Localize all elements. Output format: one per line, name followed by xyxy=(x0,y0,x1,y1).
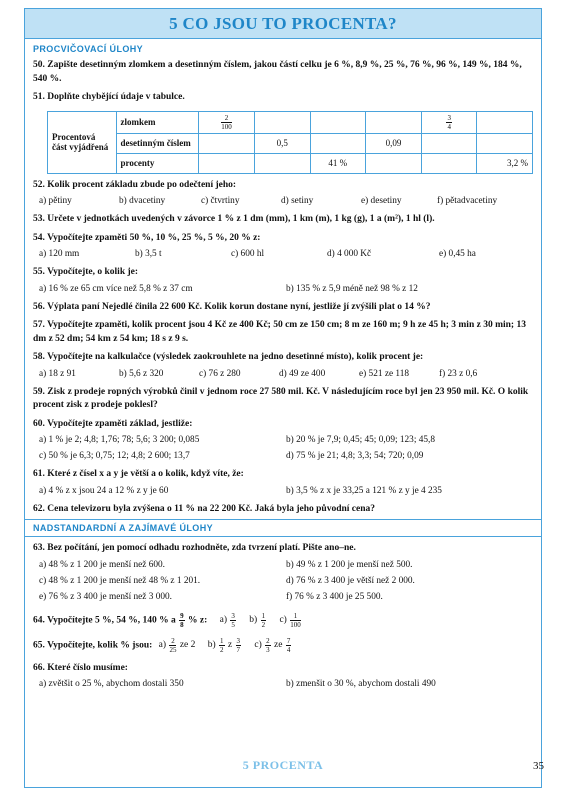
task-61-options: a) 4 % z x jsou 24 a 12 % z y je 60 b) 3,5 % z x je 33,25 a 121 % z y je 4 235 xyxy=(39,485,442,496)
task-56: 56. Výplata paní Nejedlé činila 22 600 Kč. Kolik korun dostane nyní, jestliže jí zvýšili plat o 14 %? xyxy=(33,301,431,312)
table-cell: 3,2 % xyxy=(477,153,533,173)
section-heading-advanced: NADSTANDARDNÍ A ZAJÍMAVÉ ÚLOHY xyxy=(33,523,213,533)
task-66: 66. Které číslo musíme: xyxy=(33,662,128,673)
fraction: $\frac{2}{100}$ xyxy=(221,113,232,131)
table-cell xyxy=(477,111,533,133)
task-53: 53. Určete v jednotkách uvedených v závorce 1 % z 1 dm (mm), 1 km (m), 1 kg (g), 1 a (m²), 1 hl (l). xyxy=(33,214,435,224)
table-cell xyxy=(199,133,255,153)
task-66-options: a) zvětšit o 25 %, abychom dostali 350 b) zmenšit o 30 %, abychom dostali 490 xyxy=(39,679,436,689)
task-61: 61. Které z čísel x a y je větší a o kolik, když víte, že: xyxy=(33,469,244,479)
fraction: $\frac{3}{4}$ xyxy=(447,113,451,131)
table-cell xyxy=(310,111,365,133)
table-cell xyxy=(254,111,310,133)
task-63-options: e) 76 % z 3 400 je menší než 3 000. f) 76 % z 3 400 je 25 500. xyxy=(39,591,383,602)
table-label-fraction: zlomkem xyxy=(116,111,199,133)
task-57: 57. Vypočítejte zpaměti, kolik procent jsou 4 Kč ze 400 Kč; 50 cm ze 150 cm; 8 m ze 160 m; 9 h ze 45 h; 3 min z 30 min; 13 dm z 52 dm; 54 km z 54 km; 18 s z 9 s. xyxy=(33,320,526,344)
page-frame xyxy=(24,8,542,788)
table-cell xyxy=(199,111,255,133)
table-label-percent: procenty xyxy=(116,153,199,173)
table-row-head: Procentová část vyjádřená xyxy=(48,111,117,173)
table-cell xyxy=(477,133,533,153)
task-58-options: a) 18 z 91 b) 5,6 z 320 c) 76 z 280 d) 49 ze 400 e) 521 ze 118 f) 23 z 0,6 xyxy=(39,368,478,379)
table-cell xyxy=(422,111,477,133)
task-59: 59. Zisk z prodeje ropných výrobků činil v jednom roce 27 580 mil. Kč. V následujícím roce byl jen 23 950 mil. Kč. O kolik procent zisk z prodeje poklesl? xyxy=(33,386,529,410)
task-50: 50. Zapište desetinným zlomkem a desetinným číslem, jakou částí celku je 6 %, 8,9 %, 25 %, 76 %, 96 %, 149 %, 184 %, 540 %. xyxy=(33,60,522,84)
task-54: 54. Vypočítejte zpaměti 50 %, 10 %, 25 %, 5 %, 20 % z: xyxy=(33,232,261,243)
section-heading-exercises: PROCVIČOVACÍ ÚLOHY xyxy=(33,44,144,54)
divider xyxy=(25,536,541,537)
table-cell xyxy=(310,133,365,153)
table-cell xyxy=(199,153,255,173)
task-63-options: a) 48 % z 1 200 je menší než 600. b) 49 % z 1 200 je menší než 500. xyxy=(39,559,413,570)
table-cell: 0,5 xyxy=(254,133,310,153)
table-cell xyxy=(254,153,310,173)
task-60-options: c) 50 % je 6,3; 0,75; 12; 4,8; 2 600; 13,7 d) 75 % je 21; 4,8; 3,3; 54; 720; 0,09 xyxy=(39,451,424,461)
divider xyxy=(25,519,541,520)
table-cell xyxy=(365,153,421,173)
table-label-decimal: desetinným číslem xyxy=(116,133,199,153)
table-cell: 0,09 xyxy=(365,133,421,153)
task-62: 62. Cena televizoru byla zvýšena o 11 % na 22 200 Kč. Jaká byla jeho původní cena? xyxy=(33,503,376,514)
task-63: 63. Bez počítání, jen pomocí odhadu rozhodněte, zda tvrzení platí. Pište ano–ne. xyxy=(33,543,356,553)
task-52: 52. Kolik procent základu zbude po odečtení jeho: xyxy=(33,179,237,190)
task-60-options: a) 1 % je 2; 4,8; 1,76; 78; 5,6; 3 200; 0,085 b) 20 % je 7,9; 0,45; 45; 0,09; 123; 45,8 xyxy=(39,435,435,445)
task-65: 65. Vypočítejte, kolik % jsou: a) $\frac{2}{25}$ ze 2 b) $\frac{1}{2}$ z $\frac{3}{7}$ c) $\frac{2}{3}$ ze $\frac{7}{4}$ xyxy=(33,636,291,654)
page-number: 35 xyxy=(533,760,544,772)
percent-table xyxy=(47,111,533,174)
task-54-options: a) 120 mm b) 3,5 t c) 600 hl d) 4 000 Kč e) 0,45 ha xyxy=(39,249,476,259)
table-cell xyxy=(365,111,421,133)
task-58: 58. Vypočítejte na kalkulačce (výsledek zaokrouhlete na jedno desetinné místo), kolik procent je: xyxy=(33,352,424,362)
table-cell: 41 % xyxy=(310,153,365,173)
content xyxy=(33,42,533,691)
fraction: $\frac{9}{8}$ xyxy=(180,611,184,629)
table-cell xyxy=(422,153,477,173)
task-64: 64. Vypočítejte 5 %, 54 %, 140 % a $\frac{9}{8}$ % z: a) $\frac{3}{5}$ b) $\frac{1}{2}$ c) $\frac{1}{100}$ xyxy=(33,611,301,629)
page-title: 5 CO JSOU TO PROCENTA? xyxy=(25,9,541,39)
table-cell xyxy=(422,133,477,153)
task-60: 60. Vypočítejte zpaměti základ, jestliže: xyxy=(33,418,193,429)
task-55-options: a) 16 % ze 65 cm více než 5,8 % z 37 cm b) 135 % z 5,9 méně než 98 % z 12 xyxy=(39,283,418,294)
task-55: 55. Vypočítejte, o kolik je: xyxy=(33,267,139,277)
task-51: 51. Doplňte chybějící údaje v tabulce. xyxy=(33,92,185,102)
footer-chapter: 5 PROCENTA xyxy=(242,758,324,772)
task-63-options: c) 48 % z 1 200 je menší než 48 % z 1 201. d) 76 % z 3 400 je větší než 2 000. xyxy=(39,575,415,586)
task-52-options: a) pětiny b) dvacetiny c) čtvrtiny d) setiny e) desetiny f) pětadvacetiny xyxy=(39,196,498,206)
